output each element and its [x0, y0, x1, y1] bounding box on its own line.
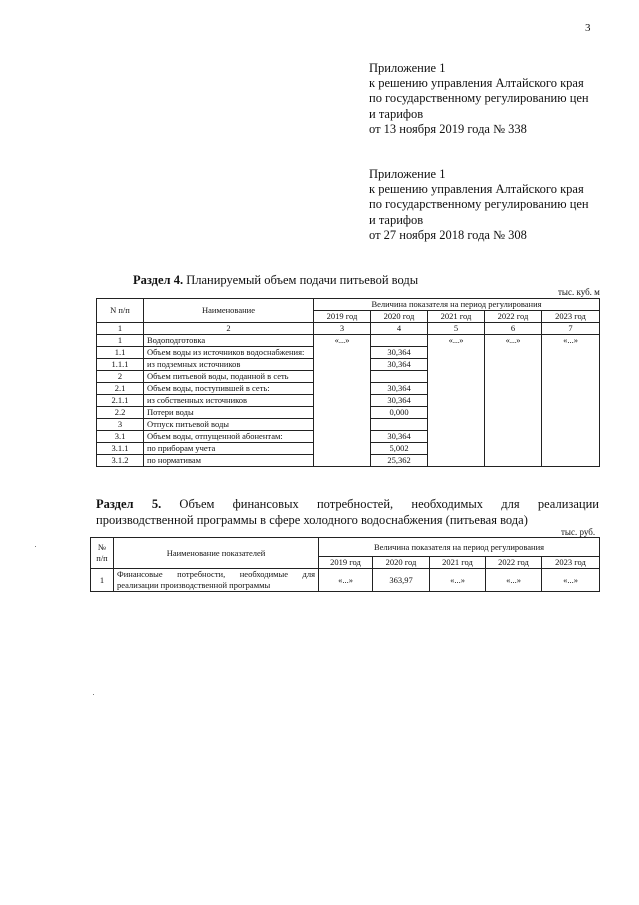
value-2021: «...»	[428, 335, 485, 467]
row-num: 2	[97, 371, 144, 383]
row-name: Объем воды, отпущенной абонентам:	[144, 431, 314, 443]
column-number-row	[97, 323, 600, 335]
value-2020	[371, 419, 428, 431]
value-2020: 5,002	[371, 443, 428, 455]
value-2020: 30,364	[371, 359, 428, 371]
row-num: 1	[97, 335, 144, 347]
section5-heading	[96, 496, 599, 528]
column-number: 1	[97, 323, 144, 335]
section5-word: финансовых	[232, 497, 299, 511]
water-supply-table	[96, 298, 600, 467]
row-num: 1	[91, 569, 114, 592]
value-2020: 30,364	[371, 431, 428, 443]
value-2019: «...»	[314, 335, 371, 467]
section5-word: 5.	[151, 497, 162, 511]
value-2019: «...»	[319, 569, 373, 592]
row-name: Объем питьевой воды, поданной в сеть	[144, 371, 314, 383]
financial-needs-table	[90, 537, 600, 592]
year-header: 2019 год	[319, 557, 373, 569]
scan-speck	[35, 546, 36, 547]
section5-word: реализации	[537, 497, 599, 511]
appendix-line: Приложение 1	[369, 167, 446, 181]
appendix-current	[369, 61, 589, 137]
col-num-header: N п/п	[97, 299, 144, 323]
row-name: по приборам учета	[144, 443, 314, 455]
col-name-header: Наименование	[144, 299, 314, 323]
value-2022: «...»	[485, 335, 542, 467]
column-number: 2	[144, 323, 314, 335]
row-num: 3.1.1	[97, 443, 144, 455]
value-2020	[371, 371, 428, 383]
year-header: 2023 год	[542, 311, 600, 323]
row-num: 3.1.2	[97, 455, 144, 467]
value-2020	[371, 335, 428, 347]
value-2020: 30,364	[371, 383, 428, 395]
year-header: 2022 год	[485, 311, 542, 323]
year-header: 2021 год	[430, 557, 486, 569]
appendix-previous	[369, 167, 589, 243]
year-header: 2021 год	[428, 311, 485, 323]
row-name: Объем воды, поступившей в сеть:	[144, 383, 314, 395]
row-name: из собственных источников	[144, 395, 314, 407]
section4-label: Раздел 4.	[133, 273, 184, 287]
section4-title: Планируемый объем подачи питьевой воды	[186, 273, 419, 287]
section5-word: необходимых	[411, 497, 484, 511]
section5-title-line1	[96, 496, 599, 512]
value-2023: «...»	[542, 569, 600, 592]
section4-unit: тыс. куб. м	[558, 287, 600, 297]
section5-word: потребностей,	[316, 497, 394, 511]
row-name: из подземных источников	[144, 359, 314, 371]
row-name: Потери воды	[144, 407, 314, 419]
page-number: 3	[585, 22, 591, 34]
value-2023: «...»	[542, 335, 600, 467]
value-2020: 30,364	[371, 395, 428, 407]
col-period-header: Величина показателя на период регулирования	[314, 299, 600, 311]
column-number: 3	[314, 323, 371, 335]
row-name: Водоподготовка	[144, 335, 314, 347]
section5-title-line2: производственной программы в сфере холодного водоснабжения (питьевая вода)	[96, 513, 528, 527]
appendix-line: по государственному регулированию цен	[369, 91, 589, 106]
appendix-line: и тарифов	[369, 212, 424, 227]
appendix-line: от 27 ноября 2018 года № 308	[369, 227, 527, 242]
column-number: 6	[485, 323, 542, 335]
table-row	[91, 569, 600, 592]
row-name: Отпуск питьевой воды	[144, 419, 314, 431]
appendix-line: и тарифов	[369, 106, 424, 121]
value-2022: «...»	[486, 569, 542, 592]
section5-word: Объем	[179, 497, 215, 511]
row-num: 3	[97, 419, 144, 431]
column-number: 4	[371, 323, 428, 335]
row-num: 3.1	[97, 431, 144, 443]
appendix-line: Приложение 1	[369, 61, 446, 75]
section4-heading	[133, 273, 418, 288]
row-name: по нормативам	[144, 455, 314, 467]
row-num: 1.1.1	[97, 359, 144, 371]
year-header: 2019 год	[314, 311, 371, 323]
col-period-header: Величина показателя на период регулирования	[319, 538, 600, 557]
appendix-line: к решению управления Алтайского края	[369, 76, 584, 91]
row-num: 2.2	[97, 407, 144, 419]
year-header: 2020 год	[373, 557, 430, 569]
row-num: 2.1.1	[97, 395, 144, 407]
row-num: 2.1	[97, 383, 144, 395]
year-header: 2023 год	[542, 557, 600, 569]
value-2020: 30,364	[371, 347, 428, 359]
table-row	[97, 335, 600, 347]
section5-unit: тыс. руб.	[561, 527, 596, 537]
row-name: Объем воды из источников водоснабжения:	[144, 347, 314, 359]
section5-word: для	[501, 497, 520, 511]
value-2020: 0,000	[371, 407, 428, 419]
table-header-row	[97, 299, 600, 311]
appendix-line: к решению управления Алтайского края	[369, 182, 584, 197]
row-num: 1.1	[97, 347, 144, 359]
year-header: 2022 год	[486, 557, 542, 569]
value-2020: 25,362	[371, 455, 428, 467]
appendix-line: от 13 ноября 2019 года № 338	[369, 121, 527, 136]
value-2020: 363,97	[373, 569, 430, 592]
year-header: 2020 год	[371, 311, 428, 323]
value-2021: «...»	[430, 569, 486, 592]
col-num-header: № п/п	[91, 538, 114, 569]
appendix-line: по государственному регулированию цен	[369, 197, 589, 212]
column-number: 7	[542, 323, 600, 335]
scan-speck	[93, 694, 94, 695]
col-name-header: Наименование показателей	[114, 538, 319, 569]
column-number: 5	[428, 323, 485, 335]
row-name: Финансовые потребности, необходимые для реализации производственной программы	[114, 569, 319, 592]
section5-word: Раздел	[96, 497, 134, 511]
table-header-row	[91, 538, 600, 557]
